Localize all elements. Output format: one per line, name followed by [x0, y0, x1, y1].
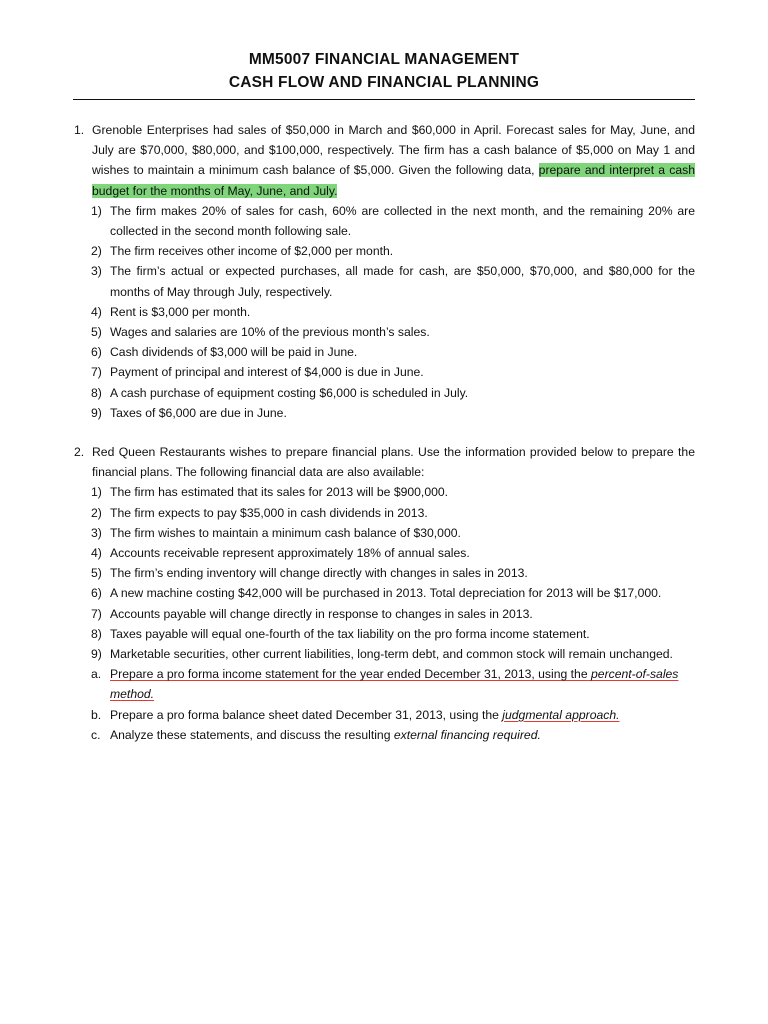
list-item: 3) The firm wishes to maintain a minimum cash balance of $30,000.	[91, 525, 461, 540]
list-item: 8) A cash purchase of equipment costing $6,000 is scheduled in July.	[91, 385, 469, 400]
list-item: 6) Cash dividends of $3,000 will be paid in June.	[91, 345, 358, 360]
list-item: 1) The firm has estimated that its sales for 2013 will be $900,000.	[91, 485, 449, 500]
list-item: 4) Accounts receivable represent approximately 18% of annual sales.	[91, 546, 470, 561]
task-c: c. Analyze these statements, and discuss the resulting external financing required.	[91, 727, 541, 742]
list-item: 8) Taxes payable will equal one-fourth of the tax liability on the pro forma income statement.	[91, 626, 590, 641]
list-item: 2) The firm receives other income of $2,000 per month.	[91, 244, 394, 259]
list-item: 9) Marketable securities, other current liabilities, long-term debt, and common stock will remain unchanged.	[91, 647, 673, 662]
question-2-intro: Red Queen Restaurants wishes to prepare financial plans. Use the information provided below to prepare the financial plans. The following financial data are also available:	[92, 445, 695, 480]
task-a: a. Prepare a pro forma income statement for the year ended December 31, 2013, using the percent-of-sales method.	[91, 667, 679, 702]
question-1-intro: Grenoble Enterprises had sales of $50,000 in March and $60,000 in April. Forecast sales for May, June, and July are $70,000, $80,000, and $100,000, respectively. The firm has a cash balance of $5,000 on May 1 and wishes to maintain a minimum cash balance of $5,000. Given the following data, prepare and interpret a cash budget for the months of May, June, and July.	[92, 123, 695, 198]
list-item: 7) Accounts payable will change directly in response to changes in sales in 2013.	[91, 606, 533, 621]
title-divider	[73, 99, 695, 100]
list-item: 6) A new machine costing $42,000 will be purchased in 2013. Total depreciation for 2013 will be $17,000.	[91, 586, 662, 601]
topic-title: CASH FLOW AND FINANCIAL PLANNING	[228, 74, 540, 91]
question-2-tasks	[73, 664, 695, 745]
list-item: 5) Wages and salaries are 10% of the previous month’s sales.	[91, 325, 430, 340]
list-item: 2) The firm expects to pay $35,000 in cash dividends in 2013.	[91, 505, 428, 520]
list-item: 9) Taxes of $6,000 are due in June.	[91, 405, 287, 420]
title-block	[73, 48, 695, 94]
task-b: b. Prepare a pro forma balance sheet dated December 31, 2013, using the judgmental approach.	[91, 707, 620, 722]
list-item: 7) Payment of principal and interest of $4,000 is due in June.	[91, 365, 424, 380]
question-2	[73, 442, 695, 745]
course-title: MM5007 FINANCIAL MANAGEMENT	[248, 51, 520, 68]
highlighted-instruction: prepare and interpret a cash budget for the months of May, June, and July.	[92, 163, 695, 198]
question-number: 1.	[74, 123, 85, 137]
question-1-list	[73, 201, 695, 423]
question-1	[73, 120, 695, 423]
list-item: 3) The firm’s actual or expected purchases, all made for cash, are $50,000, $70,000, and $80,000 for the months of May through July, respectively.	[91, 264, 695, 299]
question-number: 2.	[74, 445, 85, 459]
list-item: 4) Rent is $3,000 per month.	[91, 304, 251, 319]
question-2-list	[73, 482, 695, 664]
list-item: 5) The firm’s ending inventory will change directly with changes in sales in 2013.	[91, 566, 528, 581]
list-item: 1) The firm makes 20% of sales for cash, 60% are collected in the next month, and the remaining 20% are collected in the second month following sale.	[91, 203, 695, 239]
